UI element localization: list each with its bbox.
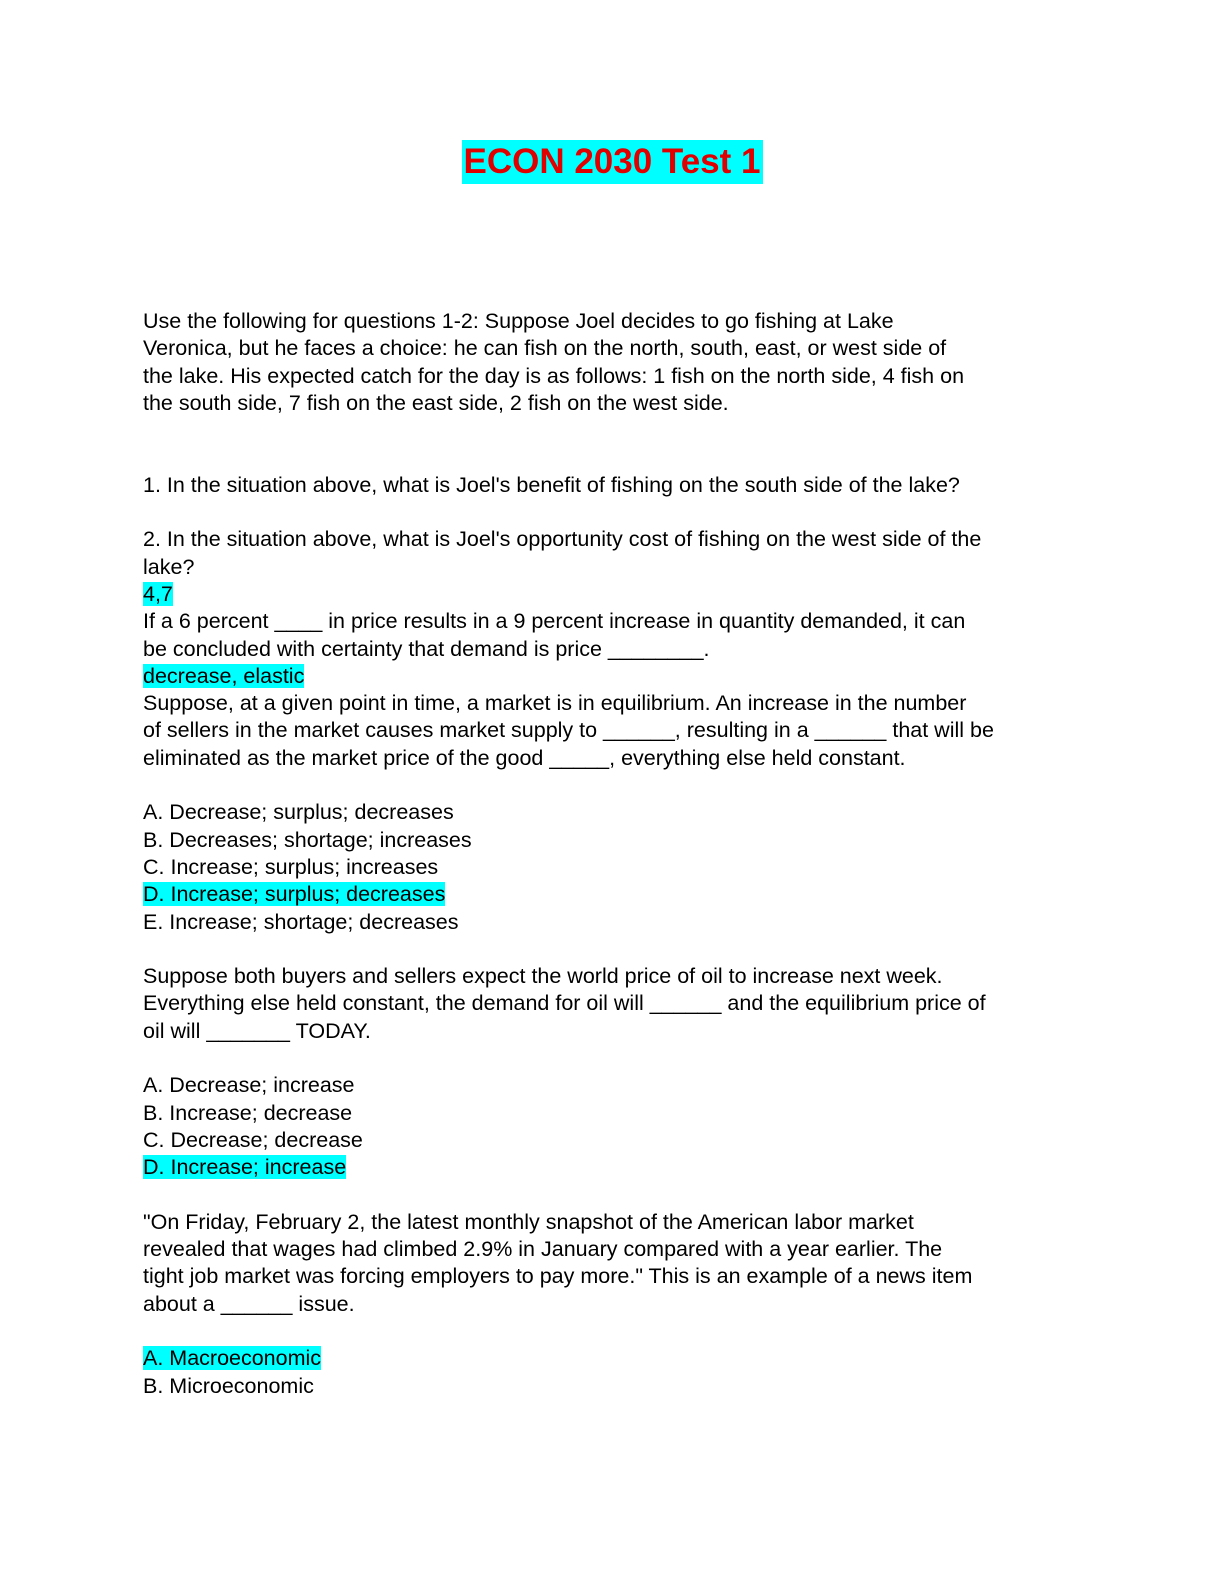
- option-d: [143, 881, 1083, 908]
- spacer: [143, 1182, 1083, 1209]
- text-line: If a 6 percent ____ in price results in a 9 percent increase in quantity demanded, it can: [143, 609, 966, 634]
- text-line: 2. In the situation above, what is Joel's opportunity cost of fishing on the west side of the: [143, 527, 982, 552]
- highlighted-answer: D. Increase; increase: [143, 1155, 347, 1180]
- highlighted-answer: A. Macroeconomic: [143, 1346, 322, 1371]
- highlighted-answer: 4,7: [143, 581, 173, 606]
- question-2: [143, 526, 1083, 581]
- text-line: oil will _______ TODAY.: [143, 1018, 371, 1043]
- option-c: C. Increase; surplus; increases: [143, 854, 439, 879]
- question-6-options: [143, 1345, 1083, 1400]
- option-e: E. Increase; shortage; decreases: [143, 909, 459, 934]
- page-title: ECON 2030 Test 1: [462, 140, 763, 184]
- spacer: [143, 417, 1083, 472]
- option-a: A. Decrease; increase: [143, 1073, 355, 1098]
- option-a: [143, 1345, 1083, 1372]
- question-5-options: [143, 1072, 1083, 1181]
- question-3: [143, 608, 1083, 663]
- highlighted-answer: decrease, elastic: [143, 663, 305, 688]
- spacer: [143, 499, 1083, 526]
- question-4: [143, 690, 1083, 772]
- text-line: the south side, 7 fish on the east side, 2 fish on the west side.: [143, 390, 729, 415]
- question-5: [143, 963, 1083, 1045]
- text-line: of sellers in the market causes market supply to ______, resulting in a ______ that will be: [143, 718, 994, 743]
- intro-paragraph: [143, 308, 1083, 417]
- text-line: be concluded with certainty that demand is price ________.: [143, 636, 710, 661]
- option-c: C. Decrease; decrease: [143, 1127, 363, 1152]
- title-block: [0, 140, 1224, 184]
- text-line: Suppose both buyers and sellers expect the world price of oil to increase next week.: [143, 964, 943, 989]
- document-body: [143, 308, 1083, 1400]
- question-6: [143, 1209, 1083, 1318]
- answer-line: [143, 663, 1083, 690]
- text-line: Use the following for questions 1-2: Suppose Joel decides to go fishing at Lake: [143, 309, 894, 333]
- text-line: Everything else held constant, the demand for oil will ______ and the equilibrium price of: [143, 991, 986, 1016]
- spacer: [143, 936, 1083, 963]
- answer-line: [143, 581, 1083, 608]
- spacer: [143, 1045, 1083, 1072]
- spacer: [143, 1318, 1083, 1345]
- text-line: the lake. His expected catch for the day is as follows: 1 fish on the north side, 4 fish on: [143, 363, 965, 388]
- option-a: A. Decrease; surplus; decreases: [143, 800, 454, 825]
- text-line: tight job market was forcing employers to pay more." This is an example of a news item: [143, 1264, 973, 1289]
- option-d: [143, 1154, 1083, 1181]
- text-line: "On Friday, February 2, the latest monthly snapshot of the American labor market: [143, 1209, 914, 1234]
- text-line: eliminated as the market price of the good _____, everything else held constant.: [143, 745, 906, 770]
- text-line: Suppose, at a given point in time, a market is in equilibrium. An increase in the number: [143, 691, 967, 716]
- option-b: B. Increase; decrease: [143, 1100, 353, 1125]
- text-line: about a ______ issue.: [143, 1291, 355, 1316]
- spacer: [143, 772, 1083, 799]
- option-b: B. Microeconomic: [143, 1373, 314, 1398]
- text-line: lake?: [143, 554, 195, 579]
- text-line: revealed that wages had climbed 2.9% in January compared with a year earlier. The: [143, 1237, 943, 1262]
- text-line: Veronica, but he faces a choice: he can fish on the north, south, east, or west side of: [143, 336, 947, 361]
- question-1: 1. In the situation above, what is Joel's benefit of fishing on the south side of the lake?: [143, 472, 960, 497]
- option-b: B. Decreases; shortage; increases: [143, 827, 472, 852]
- highlighted-answer: D. Increase; surplus; decreases: [143, 882, 446, 907]
- question-4-options: [143, 799, 1083, 935]
